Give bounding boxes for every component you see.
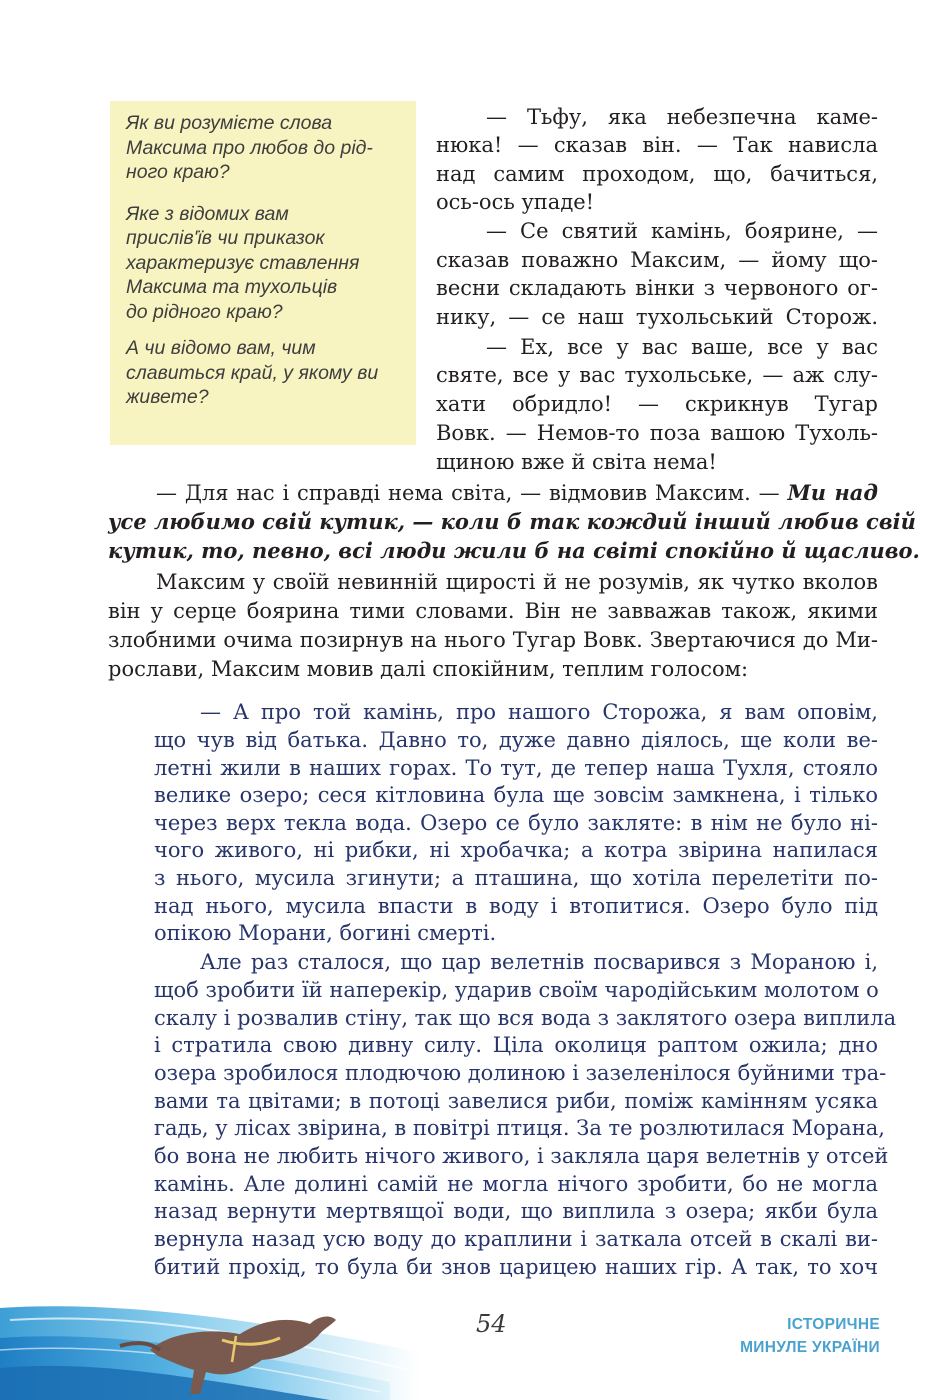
emphasis-text: Ми над [787,480,879,505]
text-line: гадь, у лісах звірина, в повітрі птиця. За те розлютилася Морана, [154,1116,885,1140]
text-line: скалу і розвалив стіну, так що вся вода з заклятого озера виплила [154,1006,897,1030]
emphasis-line: кутик, то, певно, всі люди жили б на світі спокійно й щасливо. [108,538,920,563]
section-title-line: ІСТОРИЧНЕ [787,1316,880,1333]
text-line: через верх текла вода. Озеро се було закляте: в нім не було ні- [154,811,878,835]
question-2: Яке з відомих вам прислів'їв чи приказок характеризує ставлення Максима та тухольців до рідного краю? [126,202,360,323]
text-line: Максим у своїй невинній щирості й не розумів, як чутко вколов [156,570,878,594]
text-line: назад вернути мертвящої води, що виплила з озера; якби була [154,1199,878,1223]
question-1: Як ви розумієте слова Максима про любов до рід- ного краю? [126,112,373,183]
text-line: — Се святий камінь, боярине, — [486,219,878,243]
text-line: чого живого, ні рибки, ні хробачка; а котра звірина напилася [154,838,878,862]
text-line: Але раз сталося, що цар велетнів посварився з Мораною і, [200,950,878,974]
text-line [156,479,878,507]
text-line: над самим проходом, що, бачиться, [436,162,878,186]
text-line: нику, — се наш тухольський Сторож. [436,305,878,329]
text-line: рослави, Максим мовив далі спокійним, теплим голосом: [108,657,749,681]
emphasis-line: усе любимо свій кутик, — коли б так кождий інший любив свій [108,509,916,534]
text-line: бо вона не любить нічого живого, і закляла царя велетнів у отсей [154,1144,889,1168]
text-line: велике озеро; сеся кітловина була ще зовсім замкнена, і тілько [154,783,878,807]
text-line: — Тьфу, яка небезпечна каме- [486,105,878,129]
text-line: хати обридло! — скрикнув Тугар [436,392,878,416]
text-line: з нього, мусила згинути; а пташина, що хотіла перелетіти по- [154,866,878,890]
section-title-line: МИНУЛЕ УКРАЇНИ [740,1339,880,1356]
text-line: над нього, мусила впасти в воду і втопитися. Озеро було під [154,894,878,918]
question-3: А чи відомо вам, чим славиться край, у якому ви живете? [126,337,379,408]
text-line: і стратила свою дивну силу. Ціла околиця раптом ожила; дно [154,1033,878,1057]
questions-sidebar [110,101,416,445]
text-line: битий прохід, то була би знов царицею наших гір. А так, то хоч [154,1255,878,1279]
dialogue-text: — Для нас і справді нема світа, — відмовив Максим. — [156,481,788,505]
text-line: щоб зробити їй наперекір, ударив своїм чародійським молотом о [154,978,879,1002]
text-line: він у серце боярина тими словами. Він не завважав також, якими [108,599,878,623]
text-line: Вовк. — Немов-то поза вашою Тухоль- [436,421,878,445]
text-line: щиною вже й світа нема! [436,450,717,474]
page-number: 54 [476,1310,507,1338]
text-line: злобними очима позирнув на нього Тугар Вовк. Звертаючися до Ми- [108,628,878,652]
text-line: нюка! — сказав він. — Так нависла [436,133,878,157]
text-line: сказав поважно Максим, — йому що- [436,248,878,272]
text-line: святе, все у вас тухольське, — аж слу- [436,363,878,387]
text-line: летні жили в наших горах. То тут, де тепер наша Тухля, стояло [154,756,878,780]
text-line: ось-ось упаде! [436,190,595,214]
section-title [740,1313,880,1359]
text-line: вернула назад усю воду до краплини і заткала отсей в скалі ви- [154,1227,878,1251]
text-line: весни складають вінки з червоного ог- [436,276,878,300]
text-line: що чув від батька. Давно то, дуже давно діялось, ще коли ве- [154,728,878,752]
text-line: озера зробилося плодючою долиною і зазеленілося буйними тра- [154,1061,887,1085]
text-line: — А про той камінь, про нашого Сторожа, я вам оповім, [200,700,878,724]
text-line: опікою Морани, богині смерті. [154,921,497,945]
text-line: — Ех, все у вас ваше, все у вас [486,335,878,359]
text-line: вами та цвітами; в потоці завелися риби, поміж камінням усяка [154,1089,878,1113]
text-line: камінь. Але долині самій не могла нічого зробити, бо не могла [154,1172,878,1196]
